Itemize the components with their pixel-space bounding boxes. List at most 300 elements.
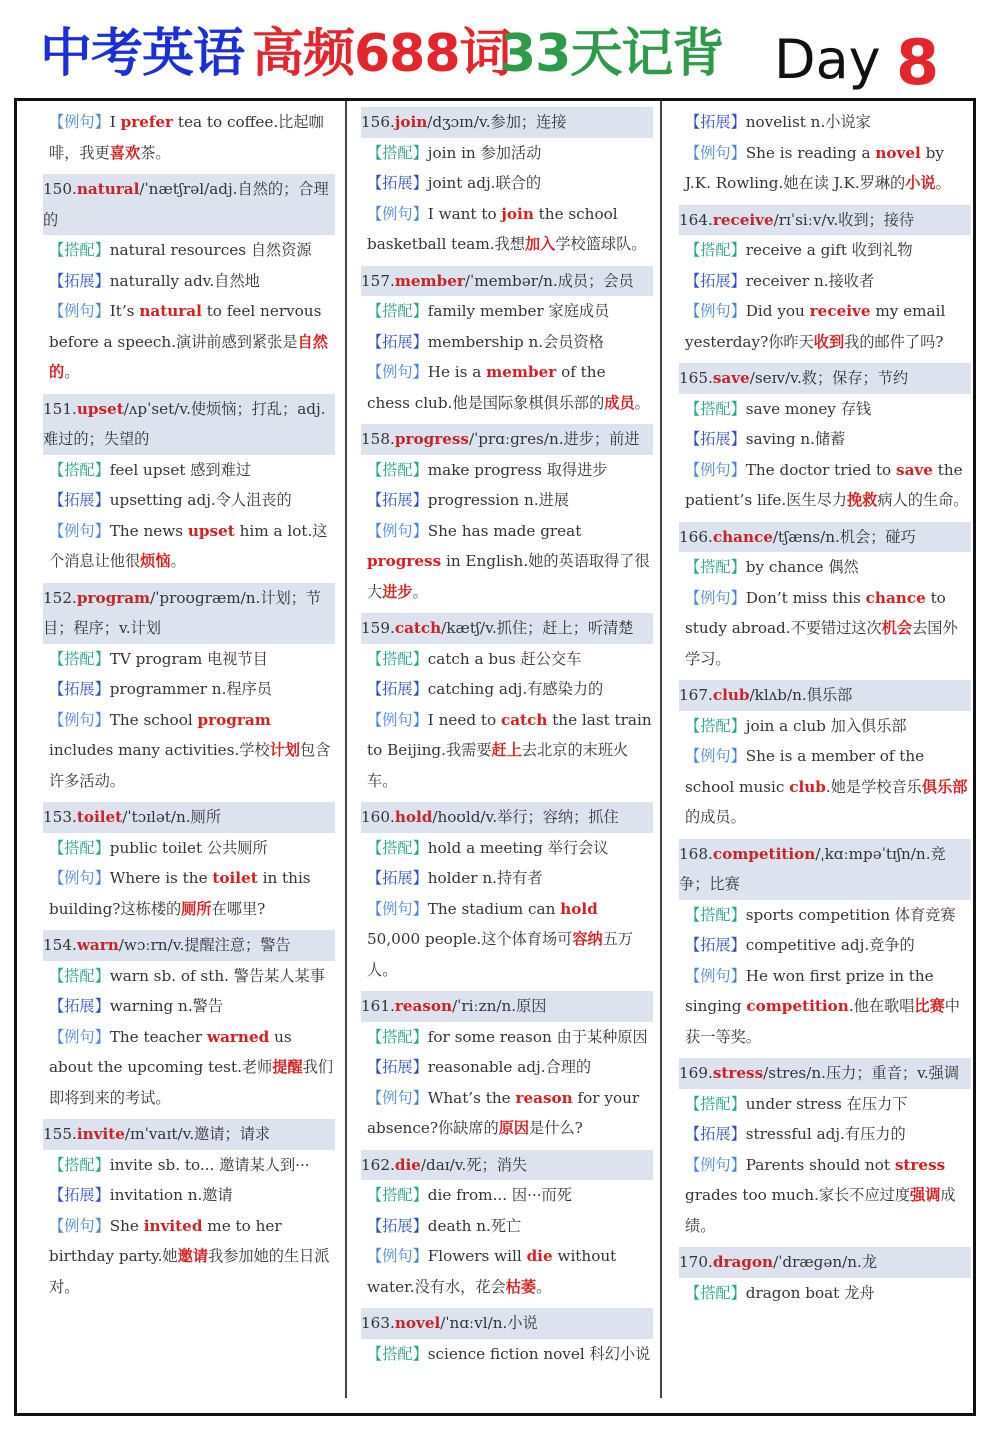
collocation-line (361, 138, 653, 169)
highlight-translation: 收到 (813, 332, 845, 351)
definition: /seɪv/v.救；保存；节约 (749, 369, 909, 387)
extension-line (679, 1119, 971, 1150)
collocation-tag: 【搭配】 (49, 241, 110, 259)
example-text: 在哪里? (211, 899, 266, 918)
collocation-line (679, 1089, 971, 1120)
entry-number: 154. (43, 936, 77, 954)
highlight-translation: 邀请 (177, 1247, 208, 1265)
entry-headword-line (43, 930, 335, 961)
collocation-line (679, 1278, 971, 1309)
entry-number: 168. (679, 844, 713, 863)
highlight-word: receive (809, 302, 871, 320)
example-text: 。 (170, 552, 186, 570)
highlight-translation: 进步 (382, 582, 413, 601)
headword: toilet (76, 808, 123, 826)
extension-line (679, 930, 971, 961)
example-text: It’s (109, 302, 140, 320)
example-text: us about the upcoming test.老师 (49, 1027, 292, 1076)
extension-tag: 【拓展】 (367, 680, 428, 698)
extension-line (43, 991, 335, 1022)
example-text: him a lot.这个消息让他很 (49, 521, 328, 570)
extension-text: naturally adv.自然地 (109, 271, 260, 290)
collocation-tag: 【搭配】 (685, 905, 746, 924)
extension-line (679, 266, 971, 297)
example-tag: 【例句】 (367, 204, 428, 223)
collocation-text: natural resources 自然资源 (109, 241, 312, 259)
example-text: She is reading a (745, 143, 876, 162)
definition: /ˈtɔɪlət/n.厕所 (122, 808, 222, 826)
entry-headword-line (361, 424, 653, 455)
title-part-3: 33天记背 (500, 24, 724, 84)
example-line (43, 1022, 335, 1114)
highlight-translation: 提醒 (272, 1058, 303, 1076)
collocation-line (43, 644, 335, 675)
highlight-translation: 枯萎 (505, 1277, 537, 1296)
example-text: 我的邮件了吗? (844, 332, 944, 351)
collocation-line (43, 961, 335, 992)
collocation-line (679, 900, 971, 931)
word-entry (361, 613, 653, 796)
highlight-word: chance (865, 588, 926, 607)
highlight-translation: 计划 (269, 741, 301, 759)
example-tag: 【例句】 (49, 1027, 110, 1046)
entry-headword-line (679, 839, 971, 900)
highlight-word: program (197, 710, 271, 729)
extension-line (43, 674, 335, 705)
entry-headword-line (361, 802, 653, 833)
highlight-translation: 自然的 (49, 332, 328, 381)
word-entry (679, 363, 971, 516)
entry-number: 162. (361, 1155, 395, 1174)
collocation-line (679, 552, 971, 583)
extension-text: stressful adj.有压力的 (745, 1125, 906, 1143)
definition: /ˈprɑːɡres/n.进步；前进 (468, 430, 640, 448)
example-text: 50,000 people.这个体育场可 (367, 930, 573, 948)
collocation-text: die from... 因···而死 (427, 1186, 572, 1204)
collocation-tag: 【搭配】 (367, 460, 428, 479)
example-text: of the chess club.他是国际象棋俱乐部的 (367, 363, 606, 412)
extension-line (361, 1052, 653, 1083)
word-entry (43, 930, 335, 1113)
definition: /dʒɔɪn/v.参加；连接 (427, 113, 567, 131)
example-text: 病人的生命。 (877, 491, 969, 509)
headword: hold (394, 808, 433, 826)
example-text: 学校篮球队。 (555, 235, 647, 253)
highlight-word: warned (207, 1027, 270, 1046)
word-entry (361, 1308, 653, 1369)
entry-headword-line (361, 1308, 653, 1339)
entry-number: 155. (43, 1125, 77, 1143)
entry-number: 165. (679, 369, 713, 387)
collocation-text: feel upset 感到难过 (109, 460, 251, 479)
extension-line (43, 1180, 335, 1211)
collocation-line (43, 1150, 335, 1181)
example-line (361, 357, 653, 418)
example-text: 。 (536, 1277, 552, 1296)
definition: /tʃæns/n.机会；碰巧 (772, 527, 916, 546)
example-tag: 【例句】 (49, 869, 110, 887)
collocation-tag: 【搭配】 (49, 966, 110, 985)
example-text: 五万人。 (367, 930, 634, 979)
highlight-translation: 容纳 (572, 930, 603, 948)
example-line (679, 1150, 971, 1242)
word-entry (679, 680, 971, 833)
collocation-line (361, 833, 653, 864)
collocation-line (679, 711, 971, 742)
example-text: the last train to Beijing.我需要 (367, 710, 652, 759)
example-text: Parents should not (745, 1155, 895, 1174)
example-text: tea to coffee.比起咖啡，我更 (49, 113, 324, 162)
collocation-tag: 【搭配】 (49, 838, 110, 857)
collocation-text: warn sb. of sth. 警告某人某事 (109, 966, 325, 985)
title-part-2: 高频688词 (252, 24, 511, 84)
example-line (43, 516, 335, 577)
extension-tag: 【拓展】 (685, 113, 746, 131)
collocation-tag: 【搭配】 (685, 241, 746, 259)
highlight-word: save (896, 460, 933, 479)
example-tag: 【例句】 (685, 460, 746, 479)
example-line (43, 863, 335, 924)
example-tag: 【例句】 (49, 521, 110, 540)
example-text: to study abroad.不要错过这次 (685, 588, 946, 637)
word-entry (679, 1058, 971, 1241)
highlight-word: reason (515, 1088, 573, 1107)
column-1 (43, 101, 335, 1308)
collocation-text: TV program 电视节目 (109, 649, 268, 668)
collocation-text: for some reason 由于某种原因 (427, 1027, 648, 1046)
headword: catch (394, 619, 442, 637)
example-text: 我参加她的生日派对。 (49, 1247, 330, 1296)
collocation-line (361, 1339, 653, 1370)
headword: die (394, 1155, 421, 1174)
example-line (679, 961, 971, 1053)
entry-number: 164. (679, 210, 713, 229)
column-divider-2 (660, 101, 662, 1398)
example-text: What’s the (427, 1088, 516, 1107)
word-entry (43, 174, 335, 388)
extension-line (361, 168, 653, 199)
definition: /klʌb/n.俱乐部 (749, 686, 853, 704)
collocation-line (43, 235, 335, 266)
example-text: .他在歌唱 (848, 997, 915, 1015)
highlight-word: invited (143, 1216, 203, 1235)
extension-tag: 【拓展】 (49, 491, 110, 509)
headword: stress (712, 1064, 764, 1082)
collocation-line (43, 833, 335, 864)
example-text: 。 (412, 582, 428, 601)
example-text: Don’t miss this (745, 588, 866, 607)
vocab-frame (14, 98, 976, 1416)
headword: chance (712, 527, 773, 546)
extension-tag: 【拓展】 (367, 491, 428, 509)
highlight-word: die (526, 1247, 553, 1265)
word-entry (361, 1150, 653, 1303)
example-text: to feel nervous before a speech.演讲前感到紧张是 (49, 302, 322, 351)
example-tag: 【例句】 (685, 143, 746, 162)
entry-number: 163. (361, 1314, 395, 1332)
example-text: Did you (745, 302, 810, 320)
example-text: She has made great (427, 521, 582, 540)
example-text: 成绩。 (685, 1186, 956, 1235)
example-text: my email yesterday?你昨天 (685, 302, 946, 351)
headword: dragon (712, 1253, 774, 1271)
collocation-text: join a club 加入俱乐部 (745, 716, 907, 735)
collocation-tag: 【搭配】 (685, 558, 746, 576)
entry-headword-line (361, 613, 653, 644)
extension-line (43, 485, 335, 516)
extension-text: novelist n.小说家 (745, 113, 871, 131)
collocation-line (361, 1022, 653, 1053)
highlight-translation: 赶上 (491, 741, 522, 759)
entry-number: 156. (361, 113, 395, 131)
entry-headword-line (43, 802, 335, 833)
highlight-translation: 原因 (498, 1119, 530, 1137)
collocation-line (361, 296, 653, 327)
example-text: The news (109, 521, 188, 540)
example-tag: 【例句】 (685, 302, 746, 320)
highlight-word: club (789, 777, 826, 796)
entry-headword-line (43, 394, 335, 455)
example-tag: 【例句】 (367, 899, 428, 918)
entry-number: 152. (43, 588, 77, 607)
collocation-tag: 【搭配】 (685, 1283, 746, 1302)
entry-headword-line (679, 1247, 971, 1278)
example-text: 我们即将到来的考试。 (49, 1058, 334, 1107)
entry-headword-line (679, 680, 971, 711)
example-text: by J.K. Rowling.她在读 J.K.罗琳的 (685, 143, 944, 192)
entry-number: 170. (679, 1253, 713, 1271)
example-text: for your absence?你缺席的 (367, 1088, 640, 1137)
example-line (679, 296, 971, 357)
extension-tag: 【拓展】 (49, 271, 110, 290)
highlight-translation: 挽救 (846, 491, 878, 509)
collocation-tag: 【搭配】 (685, 1094, 746, 1113)
example-tag: 【例句】 (685, 588, 746, 607)
example-line (361, 1083, 653, 1144)
highlight-word: upset (187, 521, 235, 540)
collocation-tag: 【搭配】 (367, 302, 428, 320)
entry-number: 153. (43, 808, 77, 826)
word-entry (43, 394, 335, 577)
entry-headword-line (679, 522, 971, 553)
extension-tag: 【拓展】 (367, 332, 428, 351)
collocation-tag: 【搭配】 (367, 1186, 428, 1204)
word-entry (361, 424, 653, 607)
extension-text: holder n.持有者 (427, 869, 543, 887)
extension-tag: 【拓展】 (685, 936, 746, 954)
extension-tag: 【拓展】 (685, 430, 746, 448)
highlight-word: hold (560, 899, 598, 918)
example-text: 茶。 (140, 143, 171, 162)
word-entry (679, 522, 971, 675)
definition: /ˈnɑːvl/n.小说 (440, 1314, 538, 1332)
word-entry (43, 107, 335, 168)
page-header (0, 0, 1002, 98)
word-entry (361, 991, 653, 1144)
extension-text: invitation n.邀请 (109, 1186, 233, 1204)
entry-headword-line (43, 174, 335, 235)
example-text: 的成员。 (685, 808, 746, 826)
definition: /ˈproʊɡræm/n.计划；节目；程序；v.计划 (43, 588, 322, 637)
extension-text: reasonable adj.合理的 (427, 1058, 592, 1076)
entry-number: 160. (361, 808, 395, 826)
definition: /ˈdræɡən/n.龙 (773, 1253, 878, 1271)
column-divider-1 (345, 101, 347, 1398)
extension-text: catching adj.有感染力的 (427, 680, 604, 698)
entry-number: 157. (361, 271, 395, 290)
example-text: .她是学校音乐 (825, 777, 922, 796)
headword: invite (76, 1125, 125, 1143)
example-line (361, 1241, 653, 1302)
example-tag: 【例句】 (367, 1088, 428, 1107)
collocation-tag: 【搭配】 (367, 1027, 428, 1046)
headword: club (712, 686, 750, 704)
collocation-text: sports competition 体育竞赛 (745, 905, 956, 924)
headword: member (394, 271, 465, 290)
word-entry (361, 266, 653, 419)
example-text: He won first prize in the singing (685, 966, 934, 1015)
example-line (679, 583, 971, 675)
extension-text: membership n.会员资格 (427, 332, 604, 351)
extension-text: receiver n.接收者 (745, 271, 875, 290)
example-text: includes many activities.学校 (49, 741, 270, 759)
example-text: 。 (634, 393, 650, 412)
example-line (679, 138, 971, 199)
example-text: 去国外学习。 (685, 619, 958, 668)
word-entry (361, 107, 653, 260)
example-tag: 【例句】 (49, 113, 110, 131)
collocation-line (361, 455, 653, 486)
extension-tag: 【拓展】 (367, 1216, 428, 1235)
definition: /hoʊld/v.举行；容纳；抓住 (432, 808, 619, 826)
example-text: me to her birthday party.她 (49, 1216, 282, 1265)
highlight-word: progress (367, 552, 442, 570)
example-line (361, 894, 653, 986)
example-line (679, 455, 971, 516)
word-entry (43, 802, 335, 924)
example-tag: 【例句】 (685, 966, 746, 985)
headword: reason (394, 997, 453, 1015)
collocation-text: receive a gift 收到礼物 (745, 241, 913, 259)
example-tag: 【例句】 (367, 363, 428, 381)
extension-line (679, 107, 971, 138)
highlight-translation: 机会 (881, 619, 913, 637)
word-entry (361, 802, 653, 985)
column-3 (679, 101, 971, 1314)
highlight-word: competition (746, 997, 849, 1015)
example-line (43, 296, 335, 388)
highlight-translation: 比赛 (914, 997, 945, 1015)
example-tag: 【例句】 (685, 1155, 746, 1174)
example-text: I want to (427, 204, 502, 223)
collocation-text: public toilet 公共厕所 (109, 838, 268, 857)
headword: upset (76, 399, 124, 418)
collocation-line (679, 394, 971, 425)
example-line (43, 1211, 335, 1303)
extension-tag: 【拓展】 (685, 1125, 746, 1143)
example-tag: 【例句】 (685, 747, 746, 765)
highlight-word: prefer (120, 113, 174, 131)
word-entry (679, 1247, 971, 1308)
extension-tag: 【拓展】 (367, 174, 428, 192)
headword: competition (712, 844, 816, 863)
definition: /kætʃ/v.抓住；赶上；听清楚 (441, 619, 634, 637)
example-text: The teacher (109, 1027, 207, 1046)
collocation-text: under stress 在压力下 (745, 1094, 908, 1113)
headword: save (712, 369, 750, 387)
highlight-word: member (486, 363, 557, 381)
collocation-line (43, 455, 335, 486)
highlight-translation: 厕所 (181, 899, 212, 918)
extension-text: joint adj.联合的 (427, 174, 542, 192)
example-text: 是什么? (529, 1119, 583, 1137)
word-entry (43, 583, 335, 797)
entry-headword-line (361, 107, 653, 138)
collocation-text: hold a meeting 举行会议 (427, 838, 609, 857)
collocation-tag: 【搭配】 (49, 649, 110, 668)
highlight-translation: 成员 (604, 393, 635, 412)
highlight-word: natural (139, 302, 202, 320)
example-line (361, 705, 653, 797)
collocation-text: make progress 取得进步 (427, 460, 608, 479)
example-line (361, 516, 653, 608)
word-entry (679, 205, 971, 358)
extension-line (361, 327, 653, 358)
word-entry (679, 107, 971, 199)
entry-headword-line (43, 1119, 335, 1150)
entry-number: 151. (43, 399, 77, 418)
extension-line (361, 674, 653, 705)
example-text: the school basketball team.我想 (367, 204, 618, 253)
headword: natural (76, 180, 140, 198)
highlight-translation: 烦恼 (140, 552, 171, 570)
headword: warn (76, 936, 119, 954)
day-label: Day (774, 28, 881, 91)
example-tag: 【例句】 (49, 1216, 110, 1235)
entry-headword-line (361, 991, 653, 1022)
example-text: I need to (427, 710, 501, 729)
example-text: without water.没有水，花会 (367, 1247, 617, 1296)
definition: /ˌkɑːmpəˈtɪʃn/n.竞争；比赛 (679, 844, 946, 893)
example-tag: 【例句】 (49, 710, 110, 729)
example-text: 去北京的末班火车。 (367, 741, 629, 790)
headword: join (394, 113, 428, 131)
collocation-line (361, 1180, 653, 1211)
extension-tag: 【拓展】 (685, 271, 746, 290)
extension-line (361, 485, 653, 516)
collocation-line (679, 235, 971, 266)
example-text: in English.她的英语取得了很大 (367, 552, 650, 601)
title-part-1: 中考英语 (40, 24, 245, 84)
highlight-word: join (501, 204, 534, 223)
definition: /ɪnˈvaɪt/v.邀请；请求 (124, 1125, 271, 1143)
example-text: grades too much.家长不应过度 (685, 1186, 911, 1204)
extension-text: programmer n.程序员 (109, 680, 272, 698)
extension-text: saving n.储蓄 (745, 430, 846, 448)
entry-headword-line (679, 363, 971, 394)
extension-text: warning n.警告 (109, 997, 224, 1015)
extension-line (361, 1211, 653, 1242)
definition: /stres/n.压力；重音；v.强调 (763, 1064, 960, 1082)
collocation-text: catch a bus 赶公交车 (427, 649, 582, 668)
extension-tag: 【拓展】 (49, 1186, 110, 1204)
highlight-translation: 加入 (524, 235, 556, 253)
collocation-tag: 【搭配】 (685, 716, 746, 735)
extension-line (361, 863, 653, 894)
example-line (43, 705, 335, 797)
entry-number: 166. (679, 527, 713, 546)
collocation-text: science fiction novel 科幻小说 (427, 1344, 651, 1363)
